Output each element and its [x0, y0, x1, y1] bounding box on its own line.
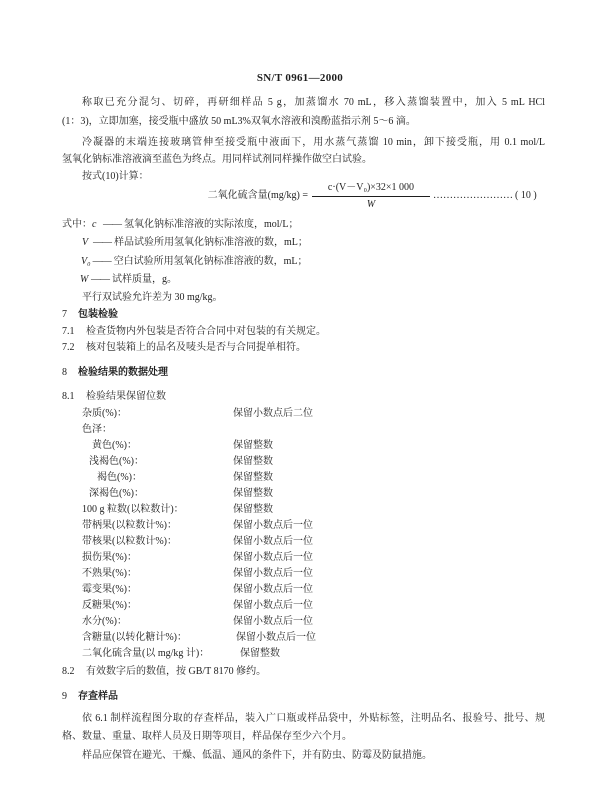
retention-label-yellow: 黄色(%)： [92, 440, 137, 451]
formula-lhs: 二氧化硫含量(mg/kg) = [207, 190, 308, 201]
clause-number: 8.1 [62, 391, 75, 402]
retention-label-sugar-content: 含糖量(以转化糖计%)： [82, 632, 187, 643]
retention-value-light-brown: 保留整数 [233, 456, 273, 467]
where-item-v0 [81, 255, 307, 269]
where-item-w [80, 273, 177, 287]
retention-label-moisture: 水分(%)： [82, 616, 127, 627]
where-dash: —— [92, 256, 111, 267]
clause-number: 7.2 [62, 342, 75, 353]
retention-label-pitted-fruit: 带核果(以粒数计%)： [82, 536, 177, 547]
where-symbol: c [92, 219, 97, 230]
where-description: 空白试验所用氢氧化钠标准溶液的数，mL； [113, 256, 308, 267]
retention-label-color: 色泽： [82, 424, 112, 435]
retention-value-damaged-fruit: 保留小数点后一位 [233, 552, 313, 563]
retention-value-immature-fruit: 保留小数点后一位 [233, 568, 313, 579]
retention-label-dark-brown: 深褐色(%)： [89, 488, 144, 499]
retention-label-hundred-grain-count: 100 g 粒数(以粒数计)： [82, 504, 184, 515]
procedure-para2-line2: 氢氧化钠标准溶液滴至蓝色为终点。用同样试剂同样操作做空白试验。 [62, 154, 372, 165]
retention-value-moisture: 保留小数点后一位 [233, 616, 313, 627]
section-9-heading [62, 690, 118, 704]
retention-label-damaged-fruit: 损伤果(%)： [82, 552, 137, 563]
clause-7-2 [62, 341, 306, 355]
clause-8-2 [62, 665, 266, 679]
formula-denominator: W [366, 199, 376, 210]
procedure-para1-line1: 称取已充分混匀、切碎，再研细样品 5 g，加蒸馏水 70 mL，移入蒸馏装置中，加入 5 mL HCl [82, 97, 545, 108]
section-8-heading [62, 366, 168, 380]
retention-label-brown: 褐色(%)： [97, 472, 142, 483]
retention-value-dark-brown: 保留整数 [233, 488, 273, 499]
retention-value-brown: 保留整数 [233, 472, 273, 483]
retention-label-moldy-fruit: 霉变果(%)： [82, 584, 137, 595]
section-title: 存查样品 [78, 691, 118, 702]
clause-text: 核对包装箱上的品名及唛头是否与合同提单相符。 [86, 342, 306, 353]
retention-value-sugared-fruit: 保留小数点后一位 [233, 600, 313, 611]
where-description: 试样质量，g。 [112, 274, 177, 285]
formula-leader-dots: …………………… [433, 190, 513, 201]
where-dash: —— [93, 237, 111, 248]
where-item-c [62, 218, 298, 232]
where-prefix: 式中： [62, 219, 92, 230]
retention-value-moldy-fruit: 保留小数点后一位 [233, 584, 313, 595]
retention-value-stalked-fruit: 保留小数点后一位 [233, 520, 313, 531]
where-dash: —— [103, 219, 121, 230]
formula-fraction-bar [312, 196, 430, 197]
sample-storage-para1-line1: 依 6.1 制样流程图分取的存查样品，装入广口瓶或样品袋中，外贴标签，注明品名、报验号、批号、规 [82, 713, 545, 724]
clause-number: 7.1 [62, 326, 75, 337]
clause-text: 检查货物内外包装是否符合合同中对包装的有关规定。 [86, 326, 326, 337]
formula-equation-number: ( 10 ) [515, 190, 537, 201]
formula-numerator: c·(V－V₀)×32×1 000 [327, 182, 415, 193]
parallel-test-tolerance: 平行双试验允许差为 30 mg/kg。 [82, 292, 223, 303]
where-symbol: V [82, 237, 89, 248]
sample-storage-para2: 样品应保管在避光、干燥、低温、通风的条件下，并有防虫、防霉及防鼠措施。 [82, 750, 432, 761]
sample-storage-para1-line2: 格、数量、重量、取样人员及日期等项目，样品保存至少六个月。 [62, 731, 352, 742]
where-item-v [82, 236, 308, 250]
retention-value-sugar-content: 保留小数点后一位 [236, 632, 316, 643]
retention-label-sugared-fruit: 反糖果(%)： [82, 600, 137, 611]
retention-label-stalked-fruit: 带柄果(以粒数计%)： [82, 520, 177, 531]
clause-8-1 [62, 390, 166, 404]
section-number: 9 [62, 691, 67, 702]
procedure-para1-line2: (1：3)，立即加塞，接受瓶中盛放 50 mL3%双氧水溶液和溴酚蓝指示剂 5～6 滴。 [62, 116, 416, 127]
clause-text: 有效数字后的数值，按 GB/T 8170 修约。 [86, 666, 267, 677]
retention-label-immature-fruit: 不熟果(%)： [82, 568, 137, 579]
where-dash: —— [91, 274, 109, 285]
retention-value-impurity: 保留小数点后二位 [233, 408, 313, 419]
section-title: 包装检验 [78, 309, 118, 320]
standard-code-header: SN/T 0961—2000 [256, 72, 344, 84]
calculation-intro: 按式(10)计算： [82, 171, 149, 182]
where-description: 样品试验所用氢氧化钠标准溶液的数，mL； [114, 237, 308, 248]
retention-value-hundred-grain-count: 保留整数 [233, 504, 273, 515]
retention-label-light-brown: 浅褐色(%)： [89, 456, 144, 467]
clause-number: 8.2 [62, 666, 75, 677]
section-number: 8 [62, 367, 67, 378]
retention-value-yellow: 保留整数 [233, 440, 273, 451]
retention-value-sulfur-dioxide: 保留整数 [240, 648, 280, 659]
retention-value-pitted-fruit: 保留小数点后一位 [233, 536, 313, 547]
retention-label-impurity: 杂质(%)： [82, 408, 127, 419]
section-number: 7 [62, 309, 67, 320]
clause-title: 检验结果保留位数 [86, 391, 166, 402]
clause-7-1 [62, 325, 326, 339]
section-title: 检验结果的数据处理 [78, 367, 168, 378]
where-description: 氢氧化钠标准溶液的实际浓度，mol/L； [124, 219, 299, 230]
procedure-para2-line1: 冷凝器的末端连接玻璃管伸至接受瓶中液面下，用水蒸气蒸馏 10 min，卸下接受瓶，用 0.1 mol/L [82, 137, 545, 148]
where-symbol: W [80, 274, 89, 285]
where-symbol: V₀ [81, 256, 91, 267]
section-7-heading [62, 308, 118, 322]
retention-label-sulfur-dioxide: 二氧化硫含量(以 mg/kg 计)： [82, 648, 210, 659]
